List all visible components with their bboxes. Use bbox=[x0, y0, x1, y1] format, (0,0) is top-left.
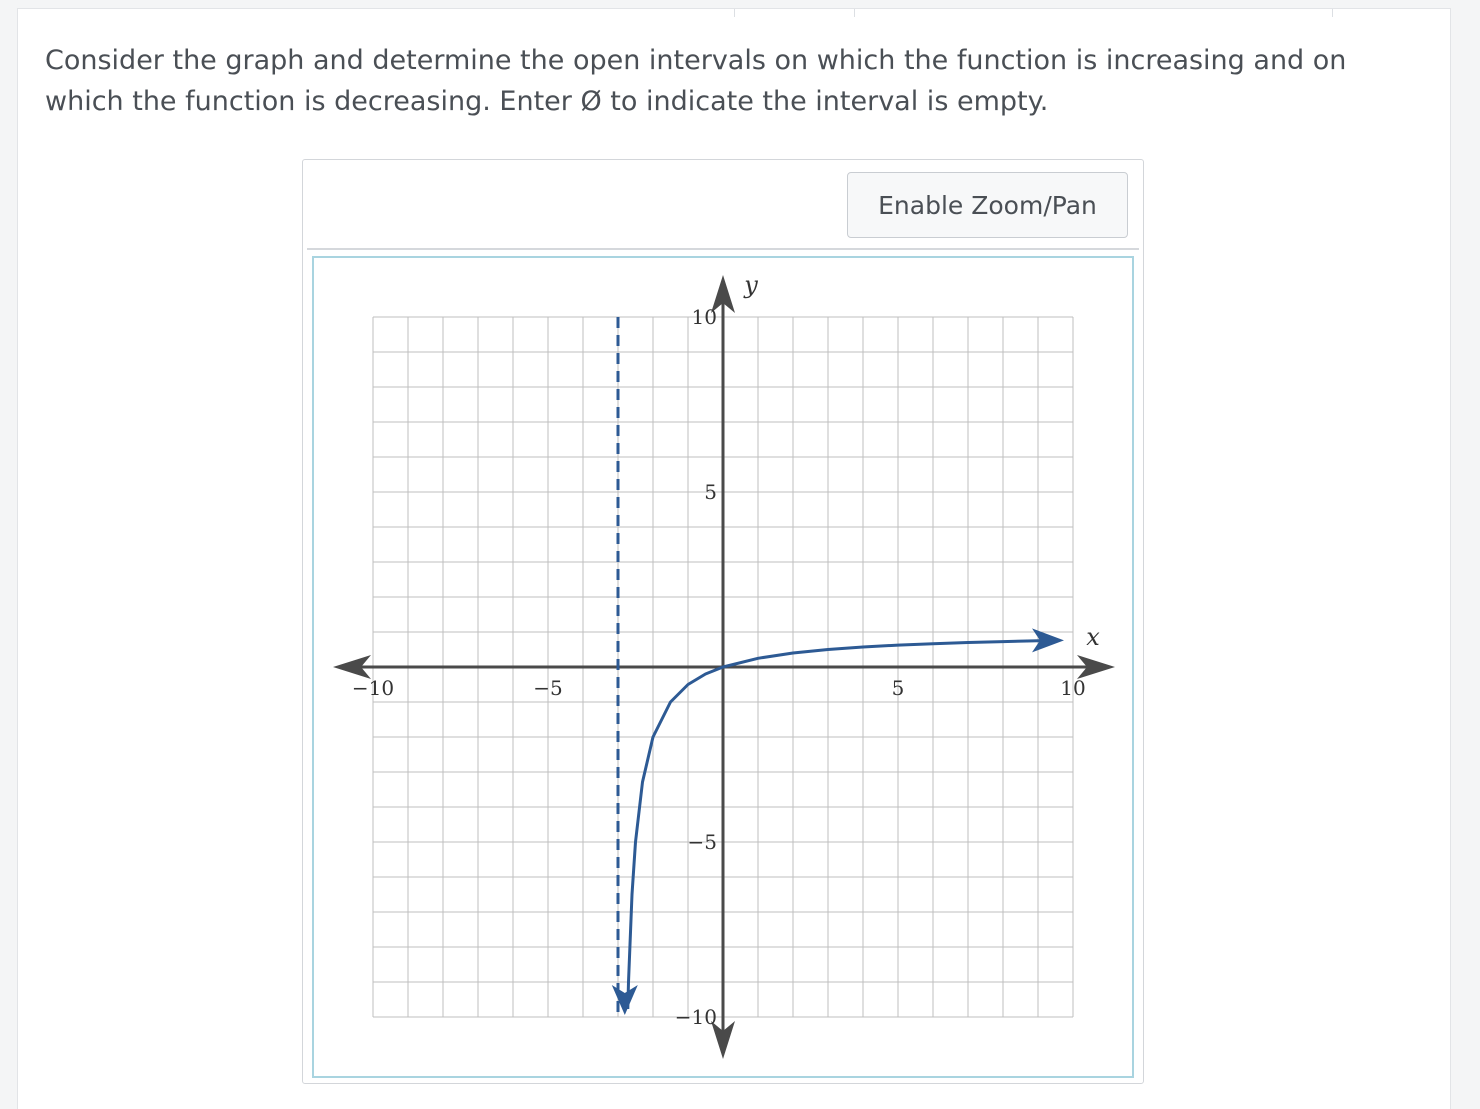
y-tick-label: 5 bbox=[704, 480, 717, 504]
graph-canvas[interactable] bbox=[312, 256, 1134, 1078]
tab-separators bbox=[18, 9, 1450, 17]
x-tick-label: −5 bbox=[533, 676, 563, 700]
enable-zoom-pan-button[interactable]: Enable Zoom/Pan bbox=[847, 172, 1128, 238]
x-tick-label: 10 bbox=[1060, 676, 1086, 700]
x-axis-name: x bbox=[1086, 623, 1100, 651]
x-tick-label: 5 bbox=[891, 676, 905, 700]
curve-end-arrow-down bbox=[612, 985, 638, 1015]
function-graph bbox=[314, 258, 1132, 1076]
y-axis-name: y bbox=[744, 271, 758, 299]
function-curve bbox=[628, 640, 1052, 1009]
y-tick-label: −5 bbox=[687, 830, 717, 854]
y-tick-label: 10 bbox=[691, 305, 717, 329]
toolbar-divider bbox=[307, 248, 1139, 250]
y-tick-label: −10 bbox=[674, 1005, 717, 1029]
question-prompt: Consider the graph and determine the open intervals on which the function is increasing and on which the function is decreasing. Enter Ø to indicate the interval is empty. bbox=[45, 45, 1347, 117]
x-tick-label: −10 bbox=[351, 676, 395, 700]
